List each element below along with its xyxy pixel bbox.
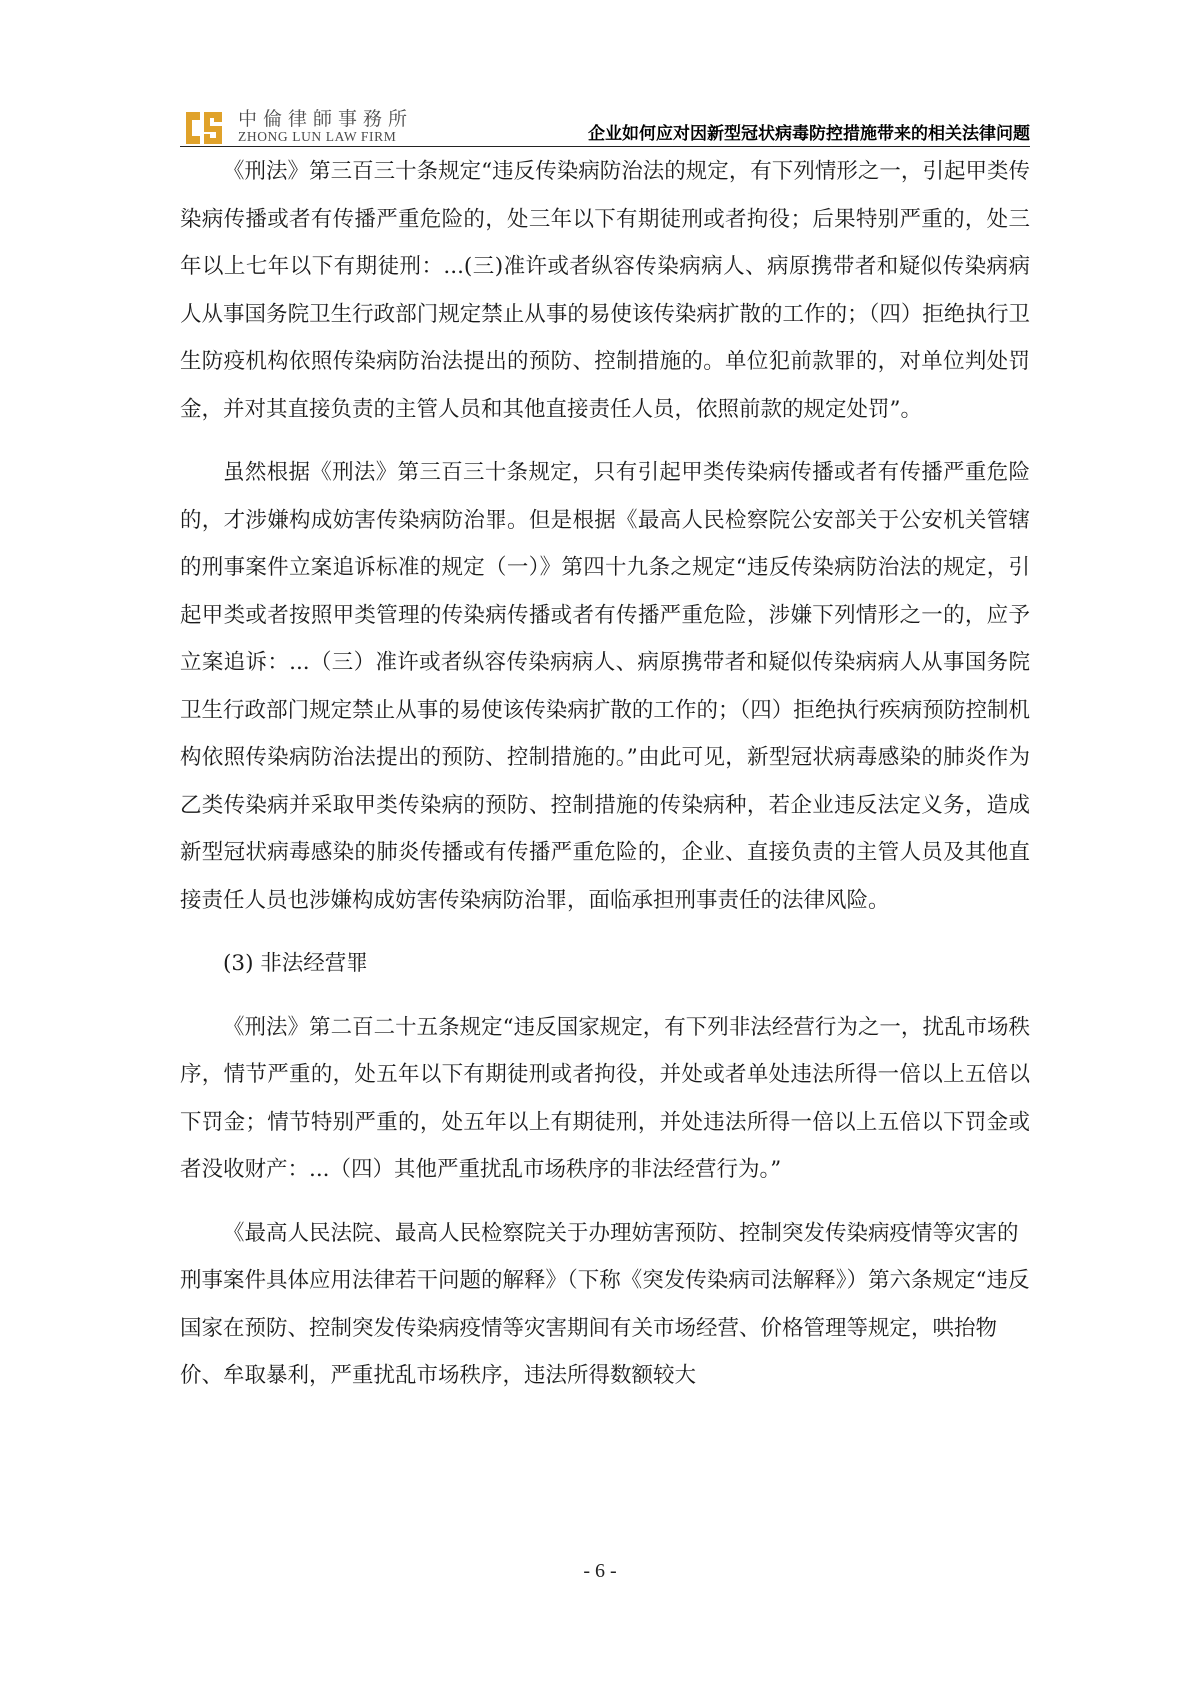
paragraph: 虽然根据《刑法》第三百三十条规定，只有引起甲类传染病传播或者有传播严重危险的，才涉嫌构成妨害传染病防治罪。但是根据《最高人民检察院公安部关于公安机关管辖的刑事案件立案追诉标准的规定（一）》第四十九条之规定“违反传染病防治法的规定，引起甲类或者按照甲类管理的传染病传播或者有传播严重危险，涉嫌下列情形之一的，应予立案追诉：...（三）准许或者纵容传染病病人、病原携带者和疑似传染病病人从事国务院卫生行政部门规定禁止从事的易使该传染病扩散的工作的；（四）拒绝执行疾病预防控制机构依照传染病防治法提出的预防、控制措施的。”由此可见，新型冠状病毒感染的肺炎作为乙类传染病并采取甲类传染病的预防、控制措施的传染病种，若企业违反法定义务，造成新型冠状病毒感染的肺炎传播或有传播严重危险的，企业、直接负责的主管人员及其他直接责任人员也涉嫌构成妨害传染病防治罪，面临承担刑事责任的法律风险。: [180, 460, 1030, 913]
firm-name-en: ZHONG LUN LAW FIRM: [238, 129, 397, 144]
firm-logo-icon: [180, 108, 230, 148]
document-title: 企业如何应对因新型冠状病毒防控措施带来的相关法律问题: [588, 124, 1030, 144]
paragraph: 《刑法》第三百三十条规定“违反传染病防治法的规定，有下列情形之一，引起甲类传染病传播或者有传播严重危险的，处三年以下有期徒刑或者拘役；后果特别严重的，处三年以上七年以下有期徒刑：...(三)准许或者纵容传染病病人、病原携带者和疑似传染病病人从事国务院卫生行政部门规定禁止从事的易使该传染病扩散的工作的；（四）拒绝执行卫生防疫机构依照传染病防治法提出的预防、控制措施的。单位犯前款罪的，对单位判处罚金，并对其直接负责的主管人员和其他直接责任人员，依照前款的规定处罚”。: [180, 159, 1030, 422]
paragraph: 《刑法》第二百二十五条规定“违反国家规定，有下列非法经营行为之一，扰乱市场秩序，情节严重的，处五年以下有期徒刑或者拘役，并处或者单处违法所得一倍以上五倍以下罚金；情节特别严重的，处五年以上有期徒刑，并处违法所得一倍以上五倍以下罚金或者没收财产：...（四）其他严重扰乱市场秩序的非法经营行为。”: [180, 1014, 1030, 1182]
paragraph: 《最高人民法院、最高人民检察院关于办理妨害预防、控制突发传染病疫情等灾害的刑事案件具体应用法律若干问题的解释》（下称《突发传染病司法解释》）第六条规定“违反国家在预防、控制突发传染病疫情等灾害期间有关市场经营、价格管理等规定，哄抬物价、牟取暴利，严重扰乱市场秩序，违法所得数额较大: [180, 1220, 1030, 1388]
page-number: - 6 -: [583, 1560, 617, 1582]
section-heading: (3) 非法经营罪: [223, 951, 368, 976]
document-body: [180, 148, 1030, 1400]
page-header: [180, 100, 1030, 150]
header-divider: [180, 146, 1030, 147]
firm-name-cn: 中倫律師事務所: [238, 108, 414, 130]
